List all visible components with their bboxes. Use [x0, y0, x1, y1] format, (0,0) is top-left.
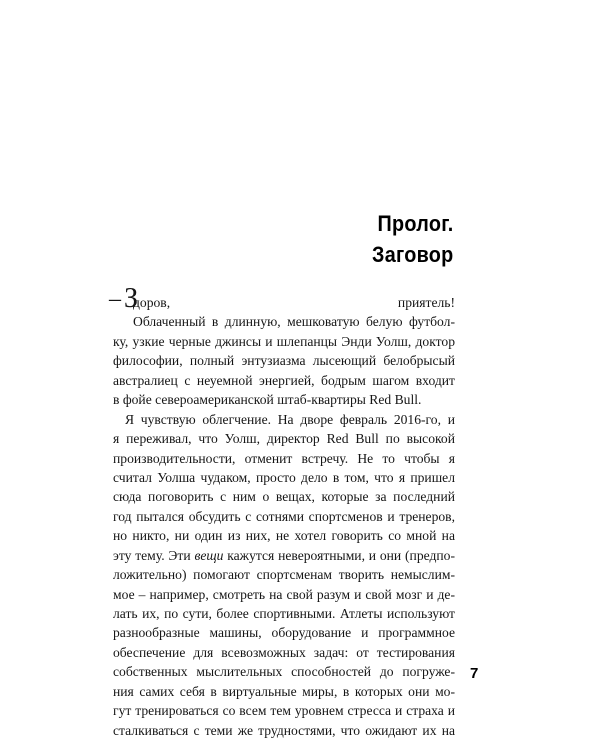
text-segment: эту тему. [113, 547, 165, 563]
text-line: сталкиваться с теми же трудностями, что ожидают их на [113, 722, 455, 738]
text-line: я переживал, что Уолш, директор Red Bull по высокой [113, 431, 455, 447]
body-text [109, 283, 455, 740]
chapter-title [373, 208, 454, 270]
text-line: ния самих себя в виртуальные миры, в которых они мо- [113, 683, 455, 699]
text-line: считал Уолша чудаком, просто дело в том, что я пришел [113, 469, 455, 485]
text-line: сюда поговорить с ним о вещах, которые за последний [113, 489, 455, 505]
chapter-title-line-2: Заговор [372, 242, 454, 267]
text-segment: Эти [164, 547, 195, 563]
text-line: философии, полный энтузиазма лысеющий белобрысый [113, 353, 455, 369]
text-segment: кажутся невероятными, и они (предпо- [223, 547, 455, 563]
text-line: лать их, по сути, более спортивными. Атлеты используют [113, 606, 455, 621]
text-line-with-emphasis [113, 546, 455, 565]
text-line: разнообразные машины, оборудование и программное [113, 625, 455, 641]
chapter-title-line-1: Пролог. [377, 211, 454, 236]
text-line: производительности, отменит встречу. Не то чтобы я [113, 450, 455, 466]
text-line: ложительно) помогают спортсменам творить немыслим- [113, 567, 455, 583]
paragraph-1-line-1 [109, 283, 455, 314]
text-line: Я чувствую облегчение. На дворе февраль 2016-го, и [125, 411, 455, 427]
text-line: ку, узкие черные джинсы и шлепанцы Энди Уолш, доктор [113, 333, 455, 349]
text-line: мое – например, смотреть на свой разум и свой мозг и де- [113, 586, 455, 602]
first-line-text: доров, приятель! [133, 295, 455, 310]
dialogue-dash: – [109, 286, 121, 312]
page-number: 7 [470, 665, 479, 682]
text-line: но никто, ни один из них, не хотел говорить со мной на [113, 528, 455, 544]
text-line: гут тренироваться со всем тем уровнем стресса и страха и [113, 703, 455, 719]
text-line: год пытался обсудить с сотнями спортсменов и тренеров, [113, 508, 455, 524]
text-line: собственных мыслительных способностей до погруже- [113, 664, 455, 680]
text-line: в фойе североамериканской штаб-квартиры Red Bull. [113, 392, 422, 408]
emphasized-word: вещи [194, 547, 224, 563]
text-line: австралиец с неуемной энергией, бодрым шагом входит [113, 372, 455, 388]
text-line: Облаченный в длинную, мешковатую белую футбол- [133, 314, 455, 330]
drop-letter: З [124, 283, 139, 314]
text-line: обеспечение для всевозможных задач: от тестирования [113, 644, 455, 660]
